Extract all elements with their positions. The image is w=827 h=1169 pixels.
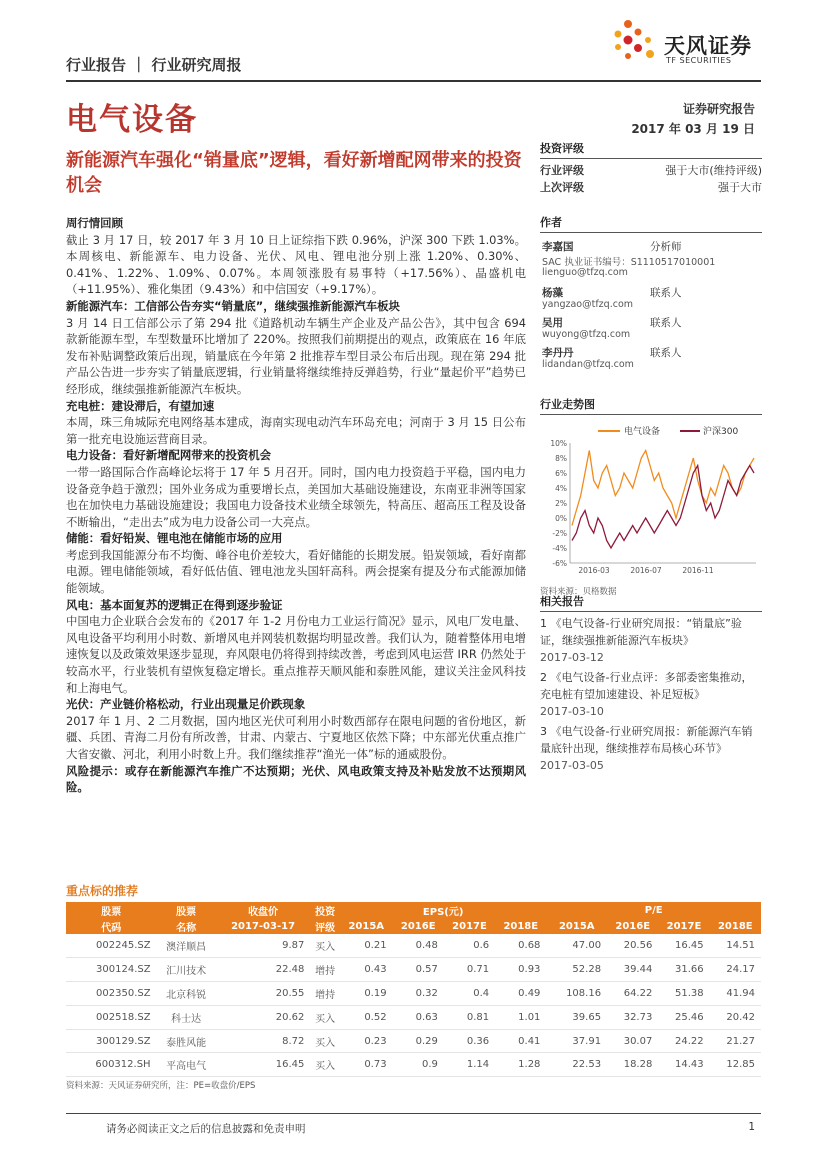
- table-header: 评级: [310, 918, 340, 934]
- table-header: 名称: [157, 918, 216, 934]
- table-cell: 20.42: [710, 1005, 761, 1029]
- table-cell: 12.85: [710, 1053, 761, 1077]
- table-cell: 0.4: [444, 982, 495, 1006]
- prev-rating-row: [540, 179, 762, 196]
- chart-source: 资料来源：贝格数据: [540, 587, 617, 597]
- section-title: 新能源汽车：工信部公告夯实“销量底”，继续强推新能源汽车板块: [66, 298, 400, 313]
- section-title: 光伏：产业链价格松动，行业出现量足价跌现象: [66, 697, 306, 712]
- table-cell: 澳洋顺昌: [157, 934, 216, 958]
- y-tick-label: -2%: [552, 529, 567, 538]
- table-header: 2018E: [495, 918, 546, 934]
- table-cell: 平高电气: [157, 1053, 216, 1077]
- table-header: 2015A: [340, 918, 393, 934]
- table-title: 重点标的推荐: [66, 884, 139, 898]
- y-tick-label: 0%: [555, 514, 567, 523]
- table-cell: 52.28: [546, 958, 607, 982]
- headline: 新能源汽车强化“销量底”逻辑，看好新增配网带来的投资机会: [66, 150, 522, 196]
- table-cell: 汇川技术: [157, 958, 216, 982]
- table-header: 2017-03-17: [216, 918, 311, 934]
- author-item: [540, 239, 762, 285]
- table-cell: 24.17: [710, 958, 761, 982]
- authors-title: 作者: [540, 214, 762, 233]
- author-email[interactable]: lienguo@tfzq.com: [542, 267, 628, 278]
- table-cell: 0.23: [340, 1029, 393, 1053]
- table-cell: 0.63: [393, 1005, 444, 1029]
- table-row: [66, 1029, 761, 1053]
- table-source: 资料来源：天风证券研究所，注：PE=收盘价/EPS: [66, 1081, 256, 1091]
- author-item: [540, 345, 762, 375]
- rating-box: [540, 140, 762, 196]
- table-header: 收盘价: [216, 902, 311, 918]
- table-cell: 北京科锐: [157, 982, 216, 1006]
- section-text: 截止 3 月 17 日，较 2017 年 3 月 10 日上证综指下跌 0.96%，沪深 300 下跌 1.03%。本周核电、新能源车、电力设备、光伏、风电、锂电池分别上涨 1.20%、0.30%、0.41%、1.22%、1.09%、0.07%。本周领涨股有易事特（+17.56%）、晶盛机电（+11.95%）、雅化集团（9.43%）和中信国安（+9.17%）。: [66, 232, 526, 297]
- table-cell: 0.52: [340, 1005, 393, 1029]
- table-cell: 增持: [310, 958, 340, 982]
- table-cell: 39.44: [607, 958, 658, 982]
- related-report-title: 1 《电气设备-行业研究周报：“销量底”验证，继续强推新能源汽车板块》: [540, 617, 742, 647]
- table-cell: 108.16: [546, 982, 607, 1006]
- table-cell: 0.71: [444, 958, 495, 982]
- table-cell: 0.9: [393, 1053, 444, 1077]
- table-header: P/E: [546, 902, 761, 918]
- section-title: 储能：看好铅炭、锂电池在储能市场的应用: [66, 531, 283, 546]
- table-cell: 0.29: [393, 1029, 444, 1053]
- table-cell: 1.28: [495, 1053, 546, 1077]
- table-cell: 0.6: [444, 934, 495, 958]
- table-cell: 0.43: [340, 958, 393, 982]
- table-cell: 0.21: [340, 934, 393, 958]
- table-header: 2018E: [710, 918, 761, 934]
- report-type: 证券研究报告: [682, 102, 755, 116]
- table-cell: 买入: [310, 1029, 340, 1053]
- table-cell: 0.48: [393, 934, 444, 958]
- table-header: 2015A: [546, 918, 607, 934]
- table-cell: 20.62: [216, 1005, 311, 1029]
- table-cell: 21.27: [710, 1029, 761, 1053]
- industry-rating-value: 强于大市(维持评级): [665, 164, 762, 177]
- table-cell: 16.45: [216, 1053, 311, 1077]
- author-sac: SAC 执业证书编号：S1110517010001: [542, 257, 716, 268]
- table-cell: 买入: [310, 1053, 340, 1077]
- table-cell: 51.38: [658, 982, 709, 1006]
- table-cell: 47.00: [546, 934, 607, 958]
- table-cell: 0.36: [444, 1029, 495, 1053]
- risk-warning: 风险提示：或存在新能源汽车推广不达预期；光伏、风电政策支持及补贴发放不达预期风险。: [66, 763, 526, 795]
- prev-rating-value: 强于大市: [718, 181, 762, 194]
- y-tick-label: 10%: [550, 439, 567, 448]
- y-tick-label: 6%: [555, 469, 567, 478]
- related-report-date: 2017-03-05: [540, 759, 604, 772]
- y-tick-label: 4%: [555, 484, 567, 493]
- logo-name: 天风证券: [664, 34, 752, 58]
- table-cell: 科士达: [157, 1005, 216, 1029]
- section-title: 风电：基本面复苏的逻辑正在得到逐步验证: [66, 597, 283, 612]
- y-tick-label: 2%: [555, 499, 567, 508]
- industry-rating-row: [540, 162, 762, 179]
- table-cell: 增持: [310, 982, 340, 1006]
- section-text: 中国电力企业联合会发布的《2017 年 1-2 月份电力工业运行简况》显示，风电厂发电量、风电设备平均利用小时数、新增风电并网装机数据均明显改善。我们认为，随着整体用电增速恢复以及政策效果逐步显现，弃风限电仍将得到持续改善，考虑到风电运营 IRR 仍然处于较高水平，行业装机有望恢复稳定增长。重点推荐天顺风能和泰胜风能，建议关注金风科技和上海电气。: [66, 614, 526, 695]
- table-cell: 300129.SZ: [66, 1029, 157, 1053]
- legend-label-hs300: 沪深300: [703, 427, 739, 437]
- stock-table: [66, 902, 761, 1077]
- y-tick-label: -4%: [552, 544, 567, 553]
- legend-label-electrical: 电气设备: [624, 427, 661, 437]
- industry-title: 电气设备: [66, 102, 198, 138]
- table-cell: 0.32: [393, 982, 444, 1006]
- x-tick-label: 2016-11: [682, 566, 714, 575]
- table-header: 2016E: [393, 918, 444, 934]
- table-cell: 16.45: [658, 934, 709, 958]
- table-cell: 0.41: [495, 1029, 546, 1053]
- table-cell: 8.72: [216, 1029, 311, 1053]
- table-cell: 0.81: [444, 1005, 495, 1029]
- related-report-date: 2017-03-10: [540, 705, 604, 718]
- section-title: 充电桩：建设滞后，有望加速: [66, 398, 215, 413]
- table-cell: 9.87: [216, 934, 311, 958]
- table-cell: 买入: [310, 1005, 340, 1029]
- table-header: EPS(元): [340, 902, 546, 918]
- table-cell: 24.22: [658, 1029, 709, 1053]
- trend-chart: [540, 421, 762, 579]
- authors-box: [540, 214, 762, 375]
- table-header: 2016E: [607, 918, 658, 934]
- x-tick-label: 2016-03: [578, 566, 610, 575]
- x-tick-label: 2016-07: [630, 566, 662, 575]
- related-report-title: 3 《电气设备-行业研究周报：新能源汽车销量底针出现，继续推荐布局核心环节》: [540, 725, 753, 755]
- table-cell: 1.01: [495, 1005, 546, 1029]
- author-name: 杨藻: [542, 287, 563, 299]
- y-tick-label: 8%: [555, 454, 567, 463]
- table-row: [66, 1005, 761, 1029]
- author-title: 分析师: [650, 241, 682, 253]
- related-report-title: 2 《电气设备-行业点评：多部委密集推动，充电桩有望加速建设、补足短板》: [540, 671, 753, 701]
- section-title: 周行情回顾: [66, 216, 123, 230]
- author-title: 联系人: [650, 317, 682, 329]
- section-text: 本周，珠三角城际充电网络基本建成，海南实现电动汽车环岛充电；河南于 3 月 15 日公布第一批充电设施运营商目录。: [66, 415, 526, 446]
- author-title: 联系人: [650, 287, 682, 299]
- page-number: 1: [748, 1121, 755, 1133]
- section-title: 电力设备：看好新增配网带来的投资机会: [66, 448, 272, 463]
- related-report[interactable]: [540, 669, 762, 720]
- table-cell: 0.68: [495, 934, 546, 958]
- table-cell: 41.94: [710, 982, 761, 1006]
- table-cell: 30.07: [607, 1029, 658, 1053]
- related-report[interactable]: [540, 615, 762, 666]
- trend-box: [540, 396, 762, 597]
- author-title: 联系人: [650, 347, 682, 359]
- footer-divider: [66, 1113, 761, 1114]
- author-email[interactable]: yangzao@tfzq.com: [542, 299, 634, 310]
- table-cell: 20.56: [607, 934, 658, 958]
- author-email[interactable]: wuyong@tfzq.com: [542, 329, 631, 340]
- series-line-hs300: [572, 466, 754, 549]
- y-tick-label: -6%: [552, 559, 567, 568]
- table-header-row: [66, 918, 761, 934]
- related-report[interactable]: [540, 723, 762, 774]
- table-header: 股票: [66, 902, 157, 918]
- table-cell: 0.93: [495, 958, 546, 982]
- industry-rating-label: 行业评级: [540, 164, 584, 177]
- table-cell: 25.46: [658, 1005, 709, 1029]
- table-cell: 18.28: [607, 1053, 658, 1077]
- trend-title: 行业走势图: [540, 396, 762, 415]
- table-cell: 20.55: [216, 982, 311, 1006]
- table-row: [66, 982, 761, 1006]
- table-cell: 002350.SZ: [66, 982, 157, 1006]
- section-text: 3 月 14 日工信部公示了第 294 批《道路机动车辆生产企业及产品公告》，其中包含 694 款新能源车型，车型数量环比增加了 220%。按照我们前期提出的观点，政策底在 16 年底发布补贴调整政策后出现，销量底在今年第 2 批推荐车型目录公布后出现。现在第 294 批产品公告进一步夯实了销量底逻辑，行业销量将继续维持反弹趋势，行业“量起价平”趋势已经形成，继续强推新能源汽车板块。: [66, 315, 526, 396]
- table-cell: 300124.SZ: [66, 958, 157, 982]
- report-category: 行业报告 ｜ 行业研究周报: [66, 56, 242, 74]
- related-report-date: 2017-03-12: [540, 651, 604, 664]
- table-cell: 32.73: [607, 1005, 658, 1029]
- section-text: 2017 年 1 月、2 二月数据，国内地区光伏可利用小时数西部存在限电问题的省份地区，新疆、兵团、青海二月份有所改善，甘肃、内蒙古、宁夏地区依然下降；中东部光伏重点推广大省安徽、河北，利用小时数上升。我们继续推荐“渔光一体”标的通威股份。: [66, 713, 526, 761]
- table-row: [66, 934, 761, 958]
- table-cell: 14.43: [658, 1053, 709, 1077]
- table-cell: 0.19: [340, 982, 393, 1006]
- table-header: 代码: [66, 918, 157, 934]
- main-content: [66, 215, 526, 796]
- table-header: 股票: [157, 902, 216, 918]
- author-item: [540, 285, 762, 315]
- table-cell: 0.49: [495, 982, 546, 1006]
- table-cell: 31.66: [658, 958, 709, 982]
- related-title: 相关报告: [540, 593, 762, 612]
- footer-disclaimer: 请务必阅读正文之后的信息披露和免责申明: [106, 1123, 306, 1135]
- table-header-row: [66, 902, 761, 918]
- table-cell: 0.57: [393, 958, 444, 982]
- table-cell: 22.48: [216, 958, 311, 982]
- table-header: 投资: [310, 902, 340, 918]
- table-cell: 买入: [310, 934, 340, 958]
- table-cell: 14.51: [710, 934, 761, 958]
- author-name: 李嘉国: [542, 241, 574, 253]
- author-name: 李丹丹: [542, 347, 574, 359]
- table-cell: 22.53: [546, 1053, 607, 1077]
- header-divider: [66, 80, 761, 82]
- table-cell: 39.65: [546, 1005, 607, 1029]
- table-row: [66, 1053, 761, 1077]
- table-header: 2017E: [658, 918, 709, 934]
- report-date: 2017 年 03 月 19 日: [631, 122, 755, 136]
- table-row: [66, 958, 761, 982]
- table-cell: 002245.SZ: [66, 934, 157, 958]
- author-item: [540, 315, 762, 345]
- table-cell: 64.22: [607, 982, 658, 1006]
- related-box: [540, 593, 762, 774]
- table-cell: 600312.SH: [66, 1053, 157, 1077]
- table-cell: 0.73: [340, 1053, 393, 1077]
- table-cell: 37.91: [546, 1029, 607, 1053]
- table-header: 2017E: [444, 918, 495, 934]
- section-text: 一带一路国际合作高峰论坛将于 17 年 5 月召开。同时，国内电力投资趋于平稳，国内电力设备竞争趋于激烈；国外业务成为重要增长点，美国加大基础设施建设，东南亚非洲等国家也在加快电力基础设施建设；我国电力设备技术业绩全球领先，特高压、超高压工程及设备不断输出，“走出去”成为电力设备公司一大亮点。: [66, 464, 526, 529]
- author-name: 吴用: [542, 317, 563, 329]
- series-line-electrical: [572, 451, 754, 526]
- logo-english: TF SECURITIES: [666, 56, 732, 65]
- prev-rating-label: 上次评级: [540, 181, 584, 194]
- author-email[interactable]: lidandan@tfzq.com: [542, 359, 634, 370]
- table-cell: 002518.SZ: [66, 1005, 157, 1029]
- section-text: 考虑到我国能源分布不均衡、峰谷电价差较大，看好储能的长期发展。铅炭领域，看好南都电源。锂电储能领域，看好低估值、锂电池龙头国轩高科。两会提案有提及分布式能源加储能领域。: [66, 547, 526, 596]
- rating-title: 投资评级: [540, 140, 762, 159]
- table-cell: 1.14: [444, 1053, 495, 1077]
- table-cell: 泰胜风能: [157, 1029, 216, 1053]
